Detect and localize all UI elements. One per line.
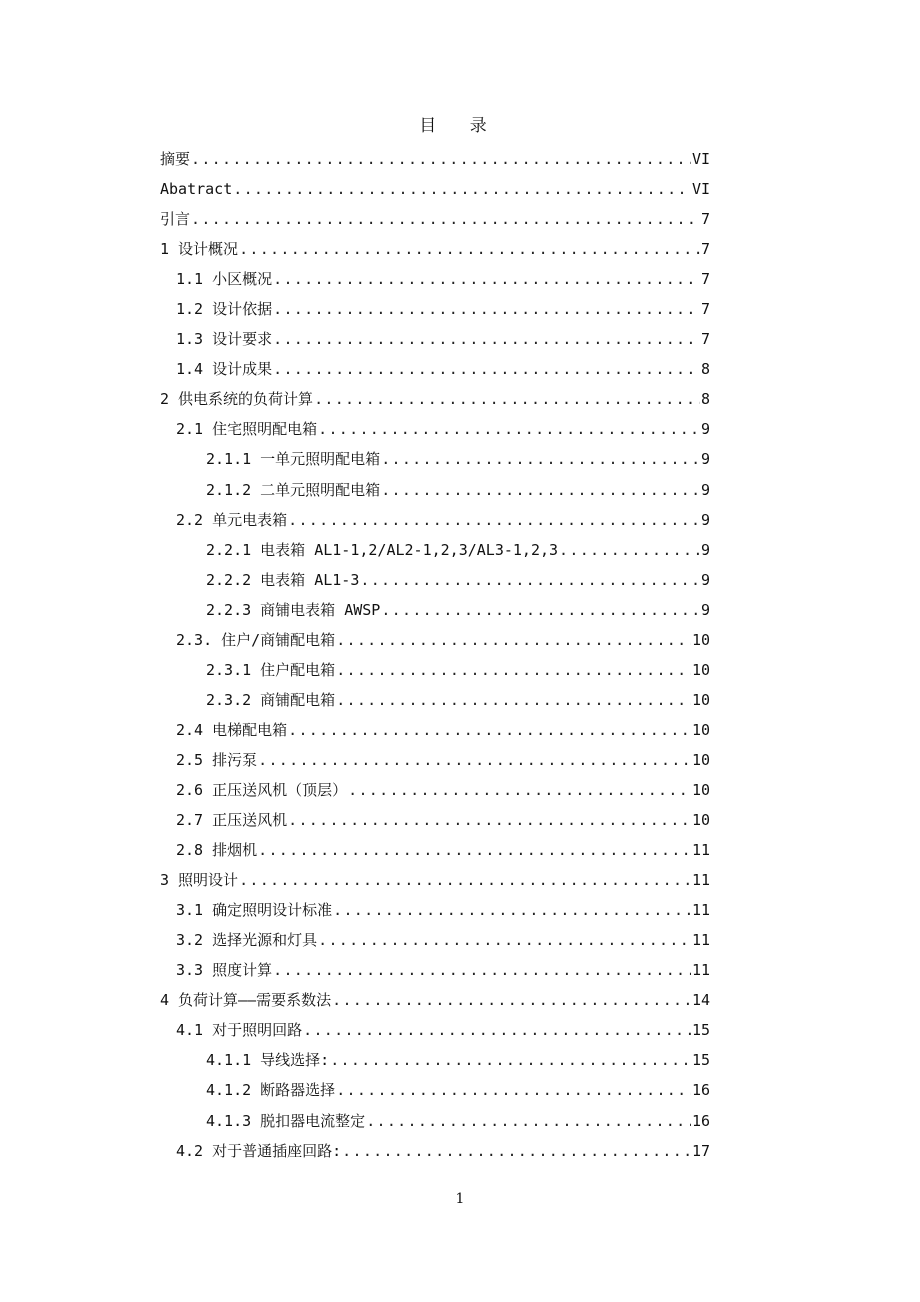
toc-entry-page: 11	[691, 841, 710, 860]
toc-entry-label: 2.2 单元电表箱	[176, 510, 288, 529]
toc-entry[interactable]	[160, 234, 710, 264]
toc-entry-page: 10	[691, 630, 710, 649]
toc-entry-label: 1 设计概况	[160, 240, 239, 259]
toc-dot-leader	[332, 991, 691, 1009]
toc-entry[interactable]	[160, 805, 710, 835]
toc-dot-leader	[366, 1112, 691, 1130]
toc-entry-page: 16	[691, 1081, 710, 1100]
toc-entry-page: 9	[700, 450, 710, 469]
toc-entry[interactable]	[160, 925, 710, 955]
toc-entry-page: 7	[700, 270, 710, 289]
toc-dot-leader	[381, 450, 700, 468]
toc-entry-label: 1.2 设计依据	[176, 300, 273, 319]
toc-entry-label: 2.3.2 商铺配电箱	[206, 690, 336, 709]
toc-dot-leader	[336, 1081, 691, 1099]
toc-entry[interactable]	[160, 715, 710, 745]
toc-entry-label: 4 负荷计算——需要系数法	[160, 991, 332, 1010]
toc-dot-leader	[191, 150, 691, 168]
toc-entry-label: 4.1.1 导线选择:	[206, 1051, 330, 1070]
toc-dot-leader	[336, 691, 691, 709]
toc-entry-page: 10	[691, 690, 710, 709]
toc-entry-label: 3.2 选择光源和灯具	[176, 931, 318, 950]
toc-dot-leader	[258, 751, 691, 769]
toc-dot-leader	[233, 180, 691, 198]
toc-dot-leader	[288, 811, 691, 829]
toc-entry-page: 11	[691, 871, 710, 890]
toc-entry-page: 15	[691, 1021, 710, 1040]
toc-entry-label: 2 供电系统的负荷计算	[160, 390, 314, 409]
toc-dot-leader	[318, 420, 700, 438]
toc-entry[interactable]	[160, 475, 710, 505]
toc-dot-leader	[314, 390, 700, 408]
toc-entry-label: 2.5 排污泵	[176, 750, 258, 769]
toc-entry-page: 7	[700, 240, 710, 259]
toc-entry[interactable]	[160, 1106, 710, 1136]
toc-entry[interactable]	[160, 264, 710, 294]
toc-entry[interactable]	[160, 955, 710, 985]
toc-entry-label: 4.2 对于普通插座回路:	[176, 1141, 342, 1160]
toc-entry[interactable]	[160, 1015, 710, 1045]
toc-entry[interactable]	[160, 865, 710, 895]
toc-dot-leader	[273, 300, 700, 318]
toc-entry[interactable]	[160, 565, 710, 595]
toc-entry[interactable]	[160, 354, 710, 384]
toc-entry-page: 10	[691, 660, 710, 679]
toc-entry-page: 9	[700, 420, 710, 439]
toc-entry-page: 9	[700, 600, 710, 619]
toc-dot-leader	[333, 901, 691, 919]
toc-entry[interactable]	[160, 625, 710, 655]
toc-dot-leader	[288, 511, 700, 529]
toc-entry-label: 1.1 小区概况	[176, 270, 273, 289]
toc-entry-label: 4.1.2 断路器选择	[206, 1081, 336, 1100]
toc-dot-leader	[288, 721, 691, 739]
toc-entry-page: VI	[691, 180, 710, 199]
toc-dot-leader	[273, 961, 691, 979]
toc-dot-leader	[303, 1021, 691, 1039]
toc-entry-label: 2.1.1 一单元照明配电箱	[206, 450, 381, 469]
toc-entry-page: 10	[691, 720, 710, 739]
toc-entry-label: 2.2.1 电表箱 AL1-1,2/AL2-1,2,3/AL3-1,2,3	[206, 540, 559, 559]
toc-dot-leader	[381, 601, 700, 619]
toc-entry-page: 8	[700, 390, 710, 409]
toc-entry-label: Abatract	[160, 180, 233, 199]
toc-entry-label: 1.4 设计成果	[176, 360, 273, 379]
toc-entry[interactable]	[160, 1136, 710, 1166]
toc-entry[interactable]	[160, 444, 710, 474]
toc-entry-label: 4.1.3 脱扣器电流整定	[206, 1111, 366, 1130]
toc-dot-leader	[258, 841, 691, 859]
toc-entry-label: 2.2.3 商铺电表箱 AWSP	[206, 600, 381, 619]
toc-list	[160, 144, 710, 1166]
toc-entry-label: 2.3. 住户/商铺配电箱	[176, 630, 336, 649]
toc-entry-label: 3 照明设计	[160, 871, 239, 890]
toc-entry[interactable]	[160, 535, 710, 565]
toc-entry-page: 15	[691, 1051, 710, 1070]
toc-entry[interactable]	[160, 775, 710, 805]
toc-entry-page: 10	[691, 750, 710, 769]
toc-entry-page: VI	[691, 150, 710, 169]
toc-entry-label: 1.3 设计要求	[176, 330, 273, 349]
toc-dot-leader	[336, 631, 691, 649]
toc-entry-page: 10	[691, 811, 710, 830]
toc-entry-page: 17	[691, 1141, 710, 1160]
toc-entry-label: 3.1 确定照明设计标准	[176, 901, 333, 920]
toc-dot-leader	[330, 1051, 691, 1069]
toc-entry-label: 2.7 正压送风机	[176, 811, 288, 830]
toc-entry[interactable]	[160, 1075, 710, 1105]
toc-entry-page: 8	[700, 360, 710, 379]
toc-entry[interactable]	[160, 414, 710, 444]
toc-entry[interactable]	[160, 204, 710, 234]
toc-dot-leader	[348, 781, 691, 799]
toc-dot-leader	[191, 210, 700, 228]
toc-entry[interactable]	[160, 294, 710, 324]
toc-entry-page: 10	[691, 781, 710, 799]
toc-entry[interactable]	[160, 595, 710, 625]
toc-entry-label: 2.3.1 住户配电箱	[206, 660, 336, 679]
toc-entry-page: 11	[691, 901, 710, 920]
toc-entry[interactable]	[160, 174, 710, 204]
toc-entry-label: 摘要	[160, 150, 191, 169]
toc-entry-label: 4.1 对于照明回路	[176, 1021, 303, 1040]
toc-entry-page: 7	[700, 300, 710, 319]
toc-entry-label: 引言	[160, 210, 191, 229]
toc-entry-label: 2.8 排烟机	[176, 841, 258, 860]
toc-entry[interactable]	[160, 655, 710, 685]
toc-dot-leader	[239, 240, 700, 258]
toc-entry[interactable]	[160, 505, 710, 535]
toc-entry-page: 9	[700, 510, 710, 529]
toc-entry-page: 14	[691, 991, 710, 1010]
toc-dot-leader	[336, 661, 691, 679]
toc-entry-label: 2.6 正压送风机（顶层）	[176, 781, 348, 799]
toc-entry-label: 2.4 电梯配电箱	[176, 720, 288, 739]
toc-entry[interactable]	[160, 685, 710, 715]
toc-entry-label: 2.1.2 二单元照明配电箱	[206, 480, 381, 499]
toc-dot-leader	[342, 1142, 691, 1160]
toc-entry[interactable]	[160, 324, 710, 354]
toc-entry[interactable]	[160, 895, 710, 925]
toc-dot-leader	[360, 571, 700, 589]
toc-dot-leader	[559, 541, 700, 559]
toc-entry-page: 7	[700, 330, 710, 349]
toc-entry-page: 9	[700, 570, 710, 589]
toc-entry-page: 9	[700, 540, 710, 559]
toc-entry[interactable]	[160, 985, 710, 1015]
toc-entry-label: 2.1 住宅照明配电箱	[176, 420, 318, 439]
toc-entry-page: 9	[700, 480, 710, 499]
toc-entry-page: 11	[691, 961, 710, 980]
toc-entry-page: 16	[691, 1111, 710, 1130]
toc-dot-leader	[273, 330, 700, 348]
toc-entry[interactable]	[160, 1045, 710, 1075]
toc-entry[interactable]	[160, 384, 710, 414]
toc-entry[interactable]	[160, 144, 710, 174]
toc-dot-leader	[273, 270, 700, 288]
toc-dot-leader	[273, 360, 700, 378]
page-number: 1	[455, 1191, 465, 1207]
toc-entry-label: 2.2.2 电表箱 AL1-3	[206, 570, 360, 589]
toc-dot-leader	[381, 481, 700, 499]
toc-entry[interactable]	[160, 745, 710, 775]
toc-title: 目 录	[419, 116, 501, 136]
toc-entry-label: 3.3 照度计算	[176, 961, 273, 980]
toc-dot-leader	[318, 931, 691, 949]
toc-entry-page: 11	[691, 931, 710, 950]
toc-entry[interactable]	[160, 835, 710, 865]
toc-dot-leader	[239, 871, 691, 889]
toc-entry-page: 7	[700, 210, 710, 229]
